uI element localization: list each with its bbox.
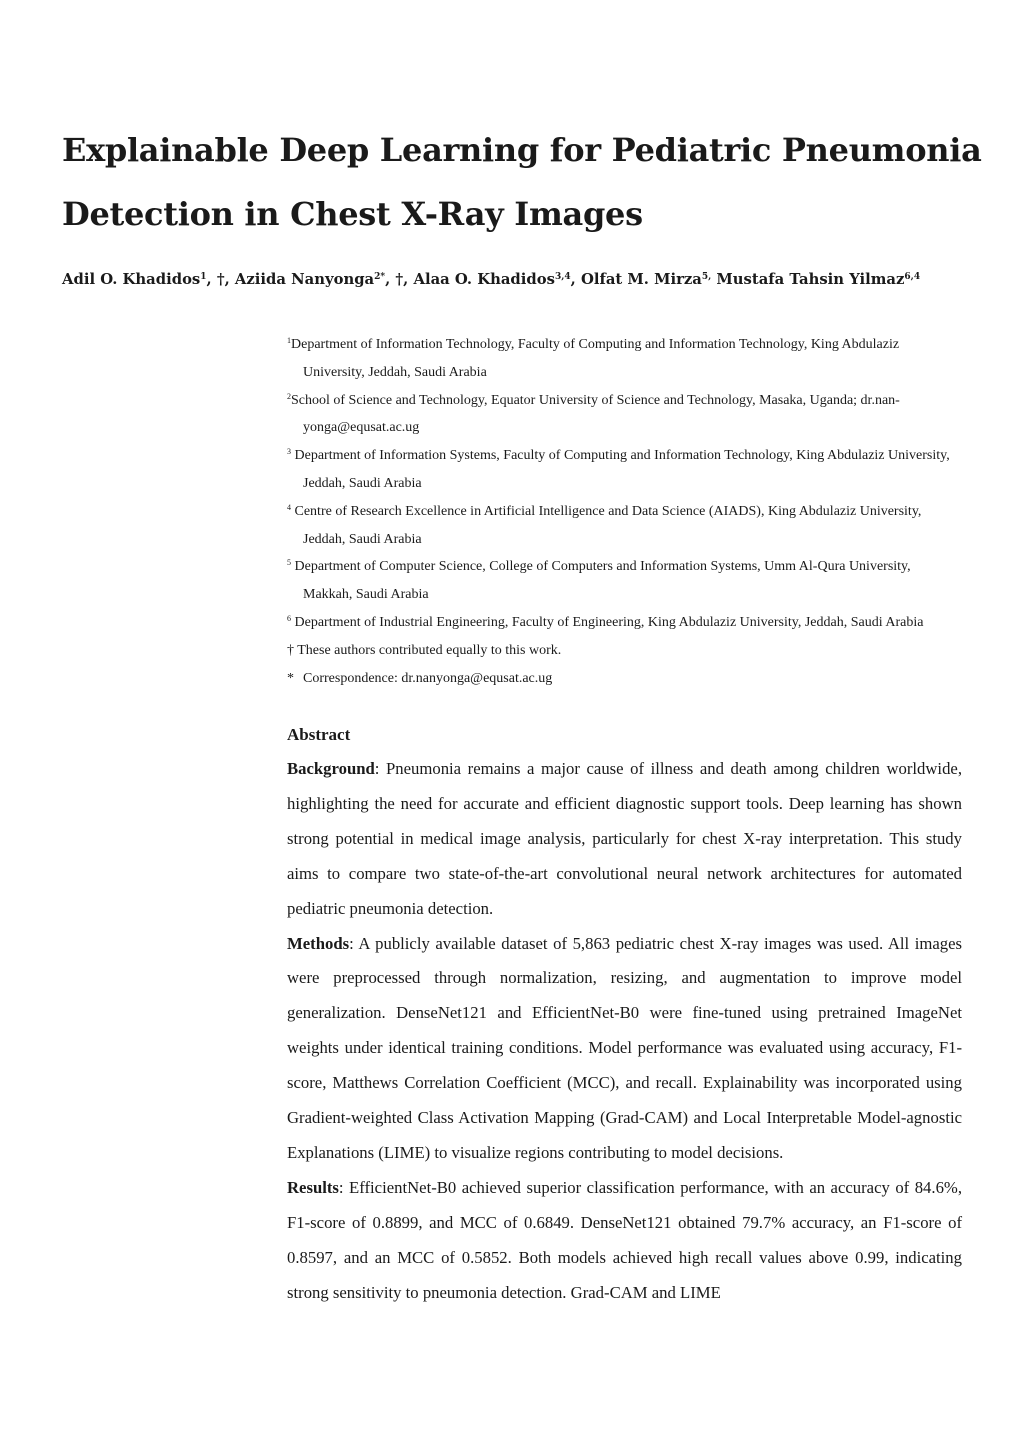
affiliation-list: [287, 331, 962, 692]
affiliation: $^3$ Department of Information Systems, Faculty of Computing and Information Technology, King Abdulaziz University, Jeddah, Saudi Arabia: [287, 447, 950, 491]
author: Aziida Nanyonga$^{2*}$, †,: [234, 271, 409, 288]
author: Mustafa Tahsin Yilmaz$^{6,4}$: [716, 271, 921, 288]
author-list: [62, 268, 972, 292]
paper-title: Explainable Deep Learning for Pediatric Pneumonia Detection in Chest X-Ray Images: [62, 131, 982, 233]
author-affiliation-mark: 6,4: [904, 272, 921, 282]
author-affiliation-mark: 1: [200, 272, 207, 282]
affiliation: $^2$School of Science and Technology, Equator University of Science and Technology, Masaka, Uganda; dr.nanyonga@equsat.ac.ug: [287, 391, 900, 436]
abstract-heading: Abstract: [287, 725, 351, 744]
abstract-results: Results: EfficientNet-B0 achieved superior classification performance, with an accuracy of 84.6%, F1-score of 0.8899, and MCC of 0.6849. DenseNet121 obtained 79.7% accuracy, an F1-score of 0.8597, and an MCC of 0.5852. Both models achieved high recall values above 0.99, indicating strong sensitivity to pneumonia detection. Grad-CAM and LIME: [287, 1177, 962, 1302]
abstract-background: Background: Pneumonia remains a major cause of illness and death among children worldwide, highlighting the need for accurate and efficient diagnostic support tools. Deep learning has shown strong potential in medical image analysis, particularly for chest X-ray interpretation. This study aims to compare two state-of-the-art convolutional neural network architectures for automated pediatric pneumonia detection.: [287, 759, 962, 918]
author: Alaa O. Khadidos$^{3,4}$,: [413, 271, 576, 288]
author: Adil O. Khadidos$^1$, †,: [62, 271, 230, 288]
author-affiliation-mark: 3,4: [554, 272, 571, 282]
equal-contribution-note: † These authors contributed equally to this work.: [287, 642, 562, 658]
author-affiliation-mark: 2*: [374, 272, 386, 282]
affiliation: $^5$ Department of Computer Science, College of Computers and Information Systems, Umm Al-Qura University, Makkah, Saudi Arabia: [287, 558, 911, 603]
author-affiliation-mark: 5,: [701, 272, 712, 282]
correspondence-note: * Correspondence: dr.nanyonga@equsat.ac.ug: [287, 670, 553, 686]
correspondence-email: Correspondence: dr.nanyonga@equsat.ac.ug: [303, 670, 553, 686]
abstract: [287, 718, 962, 1311]
author: Olfat M. Mirza$^{5,}$: [580, 271, 712, 288]
affiliation: $^4$ Centre of Research Excellence in Artificial Intelligence and Data Science (AIADS), King Abdulaziz University, Jeddah, Saudi Arabia: [287, 502, 922, 547]
abstract-methods: Methods: A publicly available dataset of 5,863 pediatric chest X-ray images was used. All images were preprocessed through normalization, resizing, and augmentation to improve model generalization. DenseNet121 and EfficientNet-B0 were fine-tuned using pretrained ImageNet weights under identical training conditions. Model performance was evaluated using accuracy, F1-score, Matthews Correlation Coefficient (MCC), and recall. Explainability was incorporated using Gradient-weighted Class Activation Mapping (Grad-CAM) and Local Interpretable Model-agnostic Explanations (LIME) to visualize regions contributing to model decisions.: [287, 933, 962, 1162]
affiliation: $^6$ Department of Industrial Engineering, Faculty of Engineering, King Abdulaziz University, Jeddah, Saudi Arabia: [287, 613, 924, 630]
affiliation: $^1$Department of Information Technology, Faculty of Computing and Information Technology, King Abdulaziz University, Jeddah, Saudi Arabia: [287, 336, 900, 380]
